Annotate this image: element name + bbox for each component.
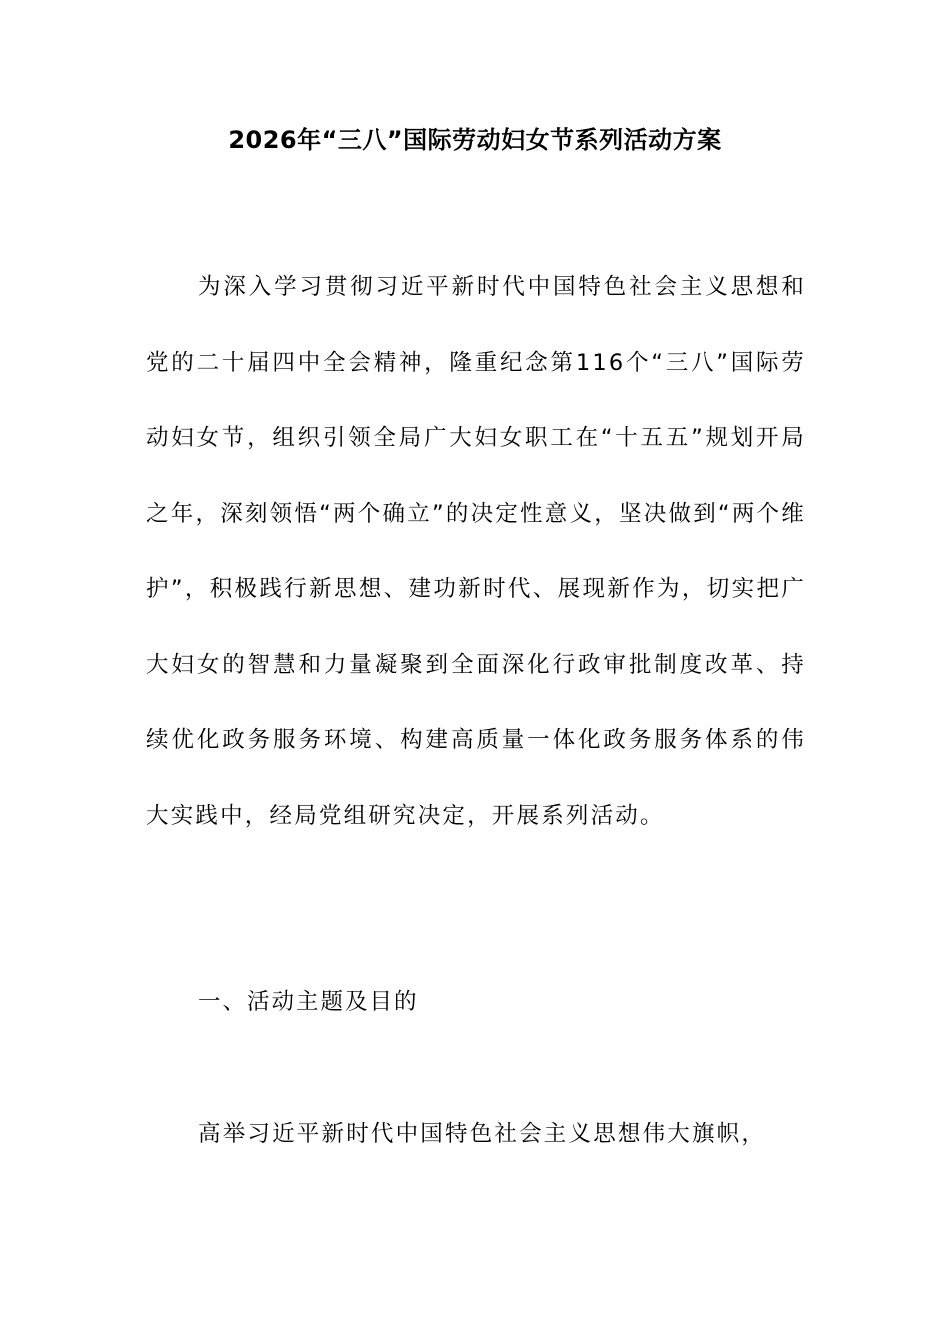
section-heading-1: 一、活动主题及目的 xyxy=(198,989,419,1015)
intro-paragraph: 为深入学习贯彻习近平新时代中国特色社会主义思想和党的二十届四中全会精神，隆重纪念第116个“三八”国际劳动妇女节，组织引领全局广大妇女职工在“十五五”规划开局之年，深刻领悟“两个确立”的决定性意义，坚决做到“两个维护”，积极践行新思想、建功新时代、展现新作为，切实把广大妇女的智慧和力量凝聚到全面深化行政审批制度改革、持续优化政务服务环境、构建高质量一体化政务服务体系的伟大实践中，经局党组研究决定，开展系列活动。 xyxy=(146,274,806,829)
section-1-paragraph: 高举习近平新时代中国特色社会主义思想伟大旗帜， xyxy=(198,1121,767,1147)
document-title: 2026年“三八”国际劳动妇女节系列活动方案 xyxy=(228,126,722,154)
